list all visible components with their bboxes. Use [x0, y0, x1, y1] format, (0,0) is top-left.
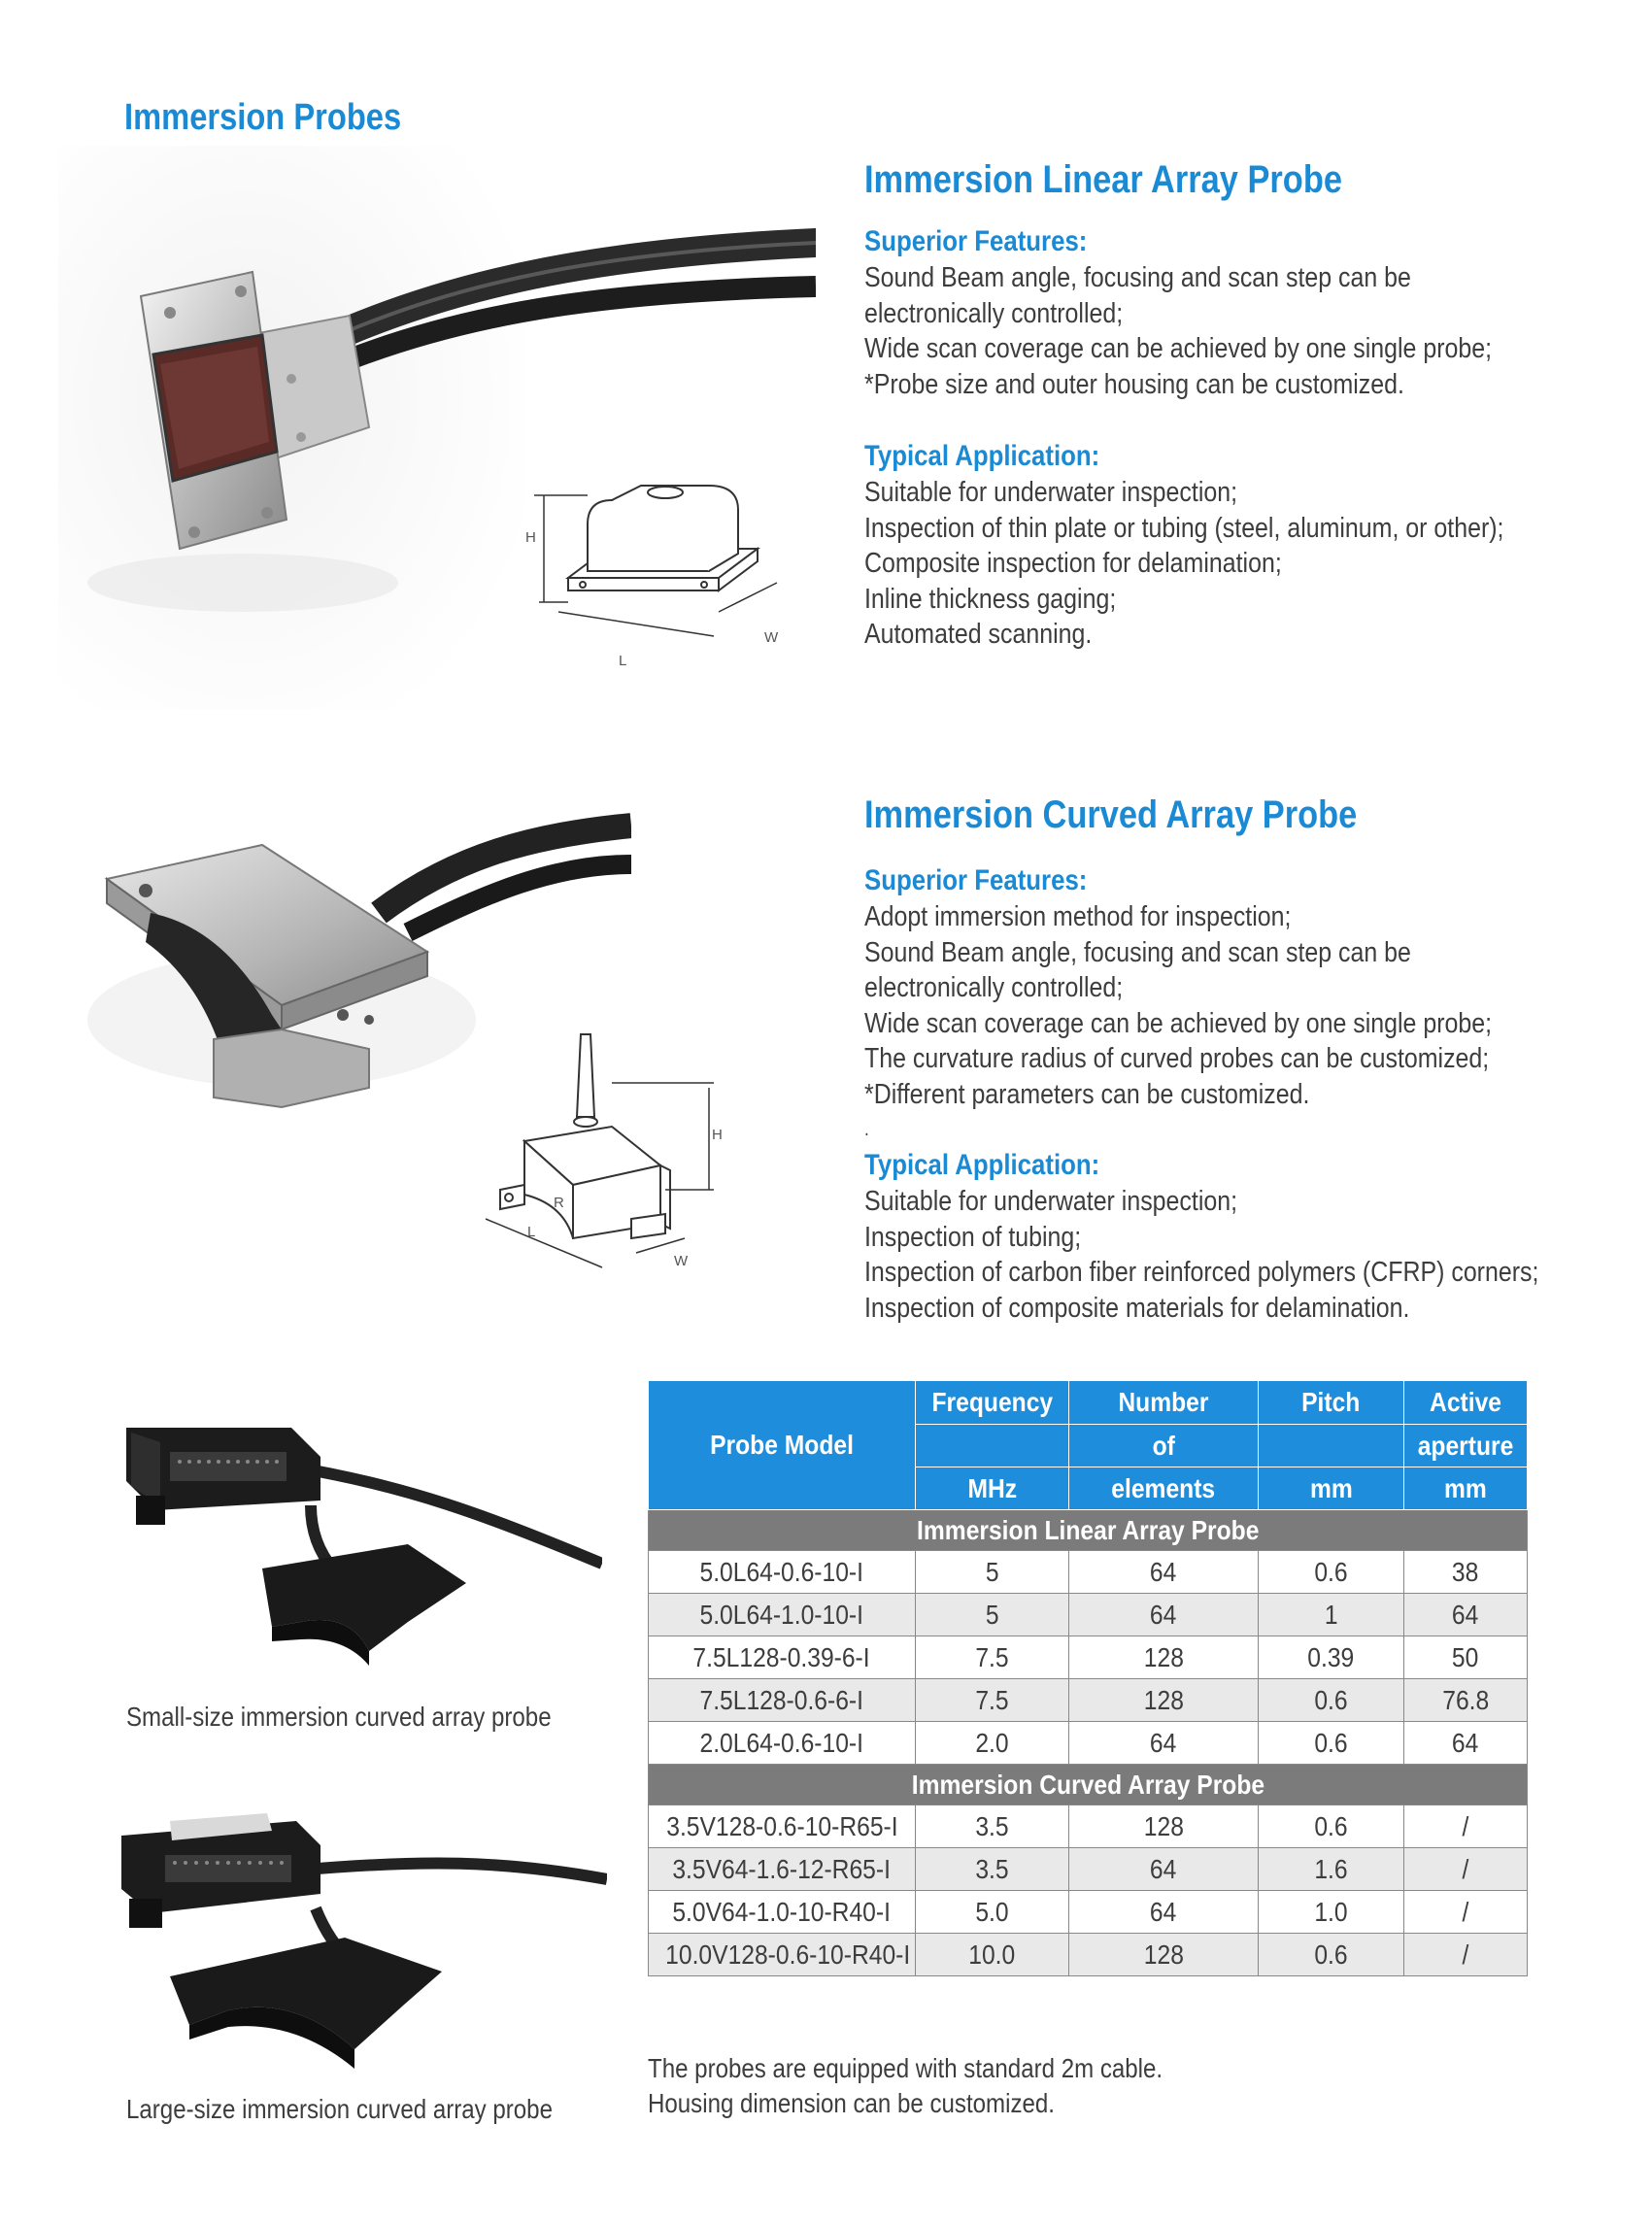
small-probe-caption: Small-size immersion curved array probe — [126, 1702, 552, 1732]
feature-line: *Different parameters can be customized. — [864, 1078, 1310, 1110]
curved-features-heading: Superior Features: — [864, 864, 1088, 896]
feature-line: electronically controlled; — [864, 972, 1124, 1003]
header-frequency: Frequency — [916, 1381, 1069, 1425]
linear-features-list — [864, 260, 1492, 402]
header-number-elements: elements — [1069, 1467, 1259, 1510]
table-row: 5.0L64-1.0-10-I 5 64 1 64 — [649, 1594, 1528, 1636]
header-frequency-blank — [916, 1425, 1069, 1467]
header-pitch-blank — [1259, 1425, 1404, 1467]
page-title: Immersion Probes — [124, 97, 402, 138]
feature-line: The curvature radius of curved probes can be customized; — [864, 1043, 1490, 1074]
feature-line: Adopt immersion method for inspection; — [864, 901, 1292, 932]
table-row: 5.0V64-1.0-10-R40-I 5.0 64 1.0 / — [649, 1891, 1528, 1934]
linear-dimension-drawing — [515, 476, 796, 670]
dim-label-w: W — [674, 1253, 689, 1269]
feature-line: Sound Beam angle, focusing and scan step can be — [864, 262, 1411, 293]
table-row: 7.5L128-0.6-6-I 7.5 128 0.6 76.8 — [649, 1679, 1528, 1722]
curved-features-list — [864, 899, 1492, 1112]
table-row: 5.0L64-0.6-10-I 5 64 0.6 38 — [649, 1551, 1528, 1594]
curved-applications-list — [864, 1184, 1538, 1326]
application-line: Automated scanning. — [864, 619, 1093, 650]
note-line: Housing dimension can be customized. — [648, 2088, 1055, 2118]
table-section-curved: Immersion Curved Array Probe — [649, 1765, 1528, 1805]
curved-section-title: Immersion Curved Array Probe — [864, 793, 1358, 836]
feature-line: *Probe size and outer housing can be customized. — [864, 368, 1404, 400]
header-pitch-unit: mm — [1259, 1467, 1404, 1510]
header-probe-model: Probe Model — [649, 1381, 916, 1510]
application-line: Suitable for underwater inspection; — [864, 1186, 1238, 1217]
application-line: Inline thickness gaging; — [864, 583, 1117, 615]
feature-line: Wide scan coverage can be achieved by one single probe; — [864, 1007, 1493, 1039]
probe-spec-table — [648, 1381, 1528, 1976]
application-line: Inspection of tubing; — [864, 1221, 1082, 1253]
linear-section-title: Immersion Linear Array Probe — [864, 158, 1342, 201]
application-line: Inspection of composite materials for delamination. — [864, 1292, 1410, 1324]
table-row: 10.0V128-0.6-10-R40-I 10.0 128 0.6 / — [649, 1934, 1528, 1976]
dim-label-w: W — [764, 629, 779, 646]
table-row: 7.5L128-0.39-6-I 7.5 128 0.39 50 — [649, 1636, 1528, 1679]
large-probe-caption: Large-size immersion curved array probe — [126, 2094, 553, 2124]
header-aperture-unit: mm — [1404, 1467, 1528, 1510]
application-line: Inspection of thin plate or tubing (steel, aluminum, or other); — [864, 512, 1504, 544]
header-aperture: aperture — [1404, 1425, 1528, 1467]
linear-applications-list — [864, 475, 1503, 653]
dim-label-h: H — [712, 1127, 723, 1143]
application-line: Suitable for underwater inspection; — [864, 477, 1238, 508]
curved-dimension-drawing — [466, 1029, 787, 1282]
linear-features-heading: Superior Features: — [864, 225, 1088, 257]
large-probe-photo — [112, 1802, 607, 2093]
header-pitch: Pitch — [1259, 1381, 1404, 1425]
table-row: 3.5V128-0.6-10-R65-I 3.5 128 0.6 / — [649, 1805, 1528, 1848]
stray-dot: . — [864, 1119, 869, 1140]
dim-label-l: L — [527, 1224, 536, 1240]
feature-line: Wide scan coverage can be achieved by one single probe; — [864, 333, 1493, 364]
header-frequency-unit: MHz — [916, 1467, 1069, 1510]
header-number-of: of — [1069, 1425, 1259, 1467]
dim-label-r: R — [554, 1195, 564, 1211]
note-line: The probes are equipped with standard 2m cable. — [648, 2053, 1163, 2083]
feature-line: Sound Beam angle, focusing and scan step can be — [864, 936, 1411, 968]
small-probe-photo — [117, 1399, 602, 1690]
dim-label-h: H — [525, 529, 536, 546]
table-section-linear: Immersion Linear Array Probe — [649, 1510, 1528, 1551]
application-line: Composite inspection for delamination; — [864, 548, 1282, 579]
table-row: 3.5V64-1.6-12-R65-I 3.5 64 1.6 / — [649, 1848, 1528, 1891]
table-row: 2.0L64-0.6-10-I 2.0 64 0.6 64 — [649, 1722, 1528, 1765]
curved-application-heading: Typical Application: — [864, 1149, 1100, 1181]
header-number: Number — [1069, 1381, 1259, 1425]
cable-notes — [648, 2051, 1163, 2121]
application-line: Inspection of carbon fiber reinforced polymers (CFRP) corners; — [864, 1257, 1539, 1288]
feature-line: electronically controlled; — [864, 297, 1124, 329]
dim-label-l: L — [619, 653, 627, 669]
linear-application-heading: Typical Application: — [864, 440, 1100, 472]
header-active: Active — [1404, 1381, 1528, 1425]
